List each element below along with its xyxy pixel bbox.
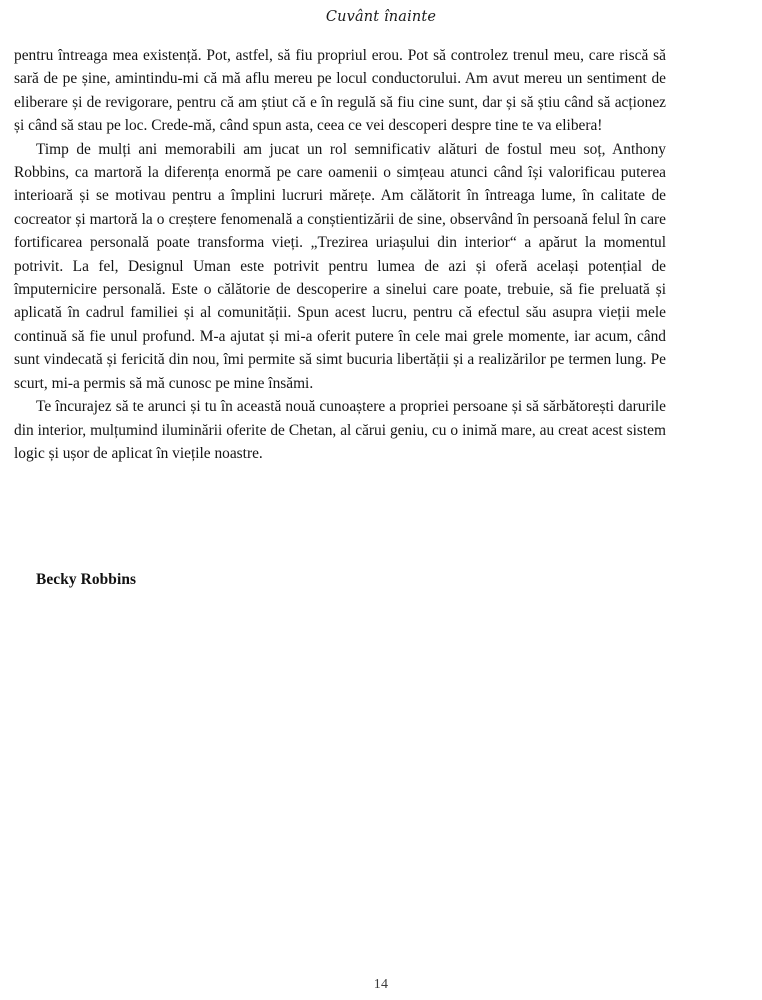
running-head bbox=[0, 0, 762, 34]
paragraph-timp-de-multi-ani: Timp de mulți ani memorabili am jucat un rol semnificativ alături de fostul meu soț, Anthony Robbins, ca martoră la diferența enormă pe care oamenii o simțeau atunci când își valorificau puterea interioară și se motivau pentru a împlini lucruri mărețe. Am călătorit în întreaga lume, în calitate de cocreator și martoră la o creștere fenomenală a conștientizării de sine, observând în persoană felul în care fortificarea personală poate transforma vieți. „Trezirea uriașului din interior“ a apărut la momentul potrivit. La fel, Designul Uman este potrivit pentru lumea de azi și oferă același potențial de împuternicire personală. Este o călătorie de descoperire a sinelui care poate, trebuie, să fie preluată și aplicată în cadrul familiei și al comunității. Spun acest lucru, pentru că efectul său asupra vieții mele continuă să fie unul profund. M-a ajutat și mi-a oferit putere în cele mai grele momente, iar acum, când sunt vindecată și fericită din nou, îmi permite să simt bucuria libertății și a realizărilor pe termen lung. Pe scurt, mi-a permis să mă cunosc pe mine însămi. bbox=[14, 140, 666, 392]
signature-block bbox=[14, 568, 666, 591]
paragraph-continued: pentru întreaga mea existență. Pot, astfel, să fiu propriul erou. Pot să controlez trenul meu, care riscă să sară de pe șine, amintindu-mi că mă aflu mereu pe locul conductorului. Am avut mereu un sentiment de eliberare și de revigorare, pentru că am știut că e în regulă să fiu cine sunt, dar și să știu când să acționez și când să stau pe loc. Crede-mă, când spun asta, ceea ce vei descoperi despre tine te va elibera! bbox=[14, 47, 666, 135]
page-footer bbox=[0, 975, 762, 993]
running-head-title: Cuvânt înainte bbox=[325, 9, 437, 25]
paragraph-te-incurajez: Te încurajez să te arunci și tu în această nouă cunoaștere a propriei persoane și să sărbătorești darurile din interior, mulțumind iluminării oferite de Chetan, al cărui geniu, cu o inimă mare, au creat acest sistem logic și ușor de aplicat în viețile noastre. bbox=[14, 398, 666, 462]
signature-author-name: Becky Robbins bbox=[36, 571, 137, 588]
body-text-block bbox=[14, 44, 666, 465]
page-number: 14 bbox=[373, 977, 389, 992]
